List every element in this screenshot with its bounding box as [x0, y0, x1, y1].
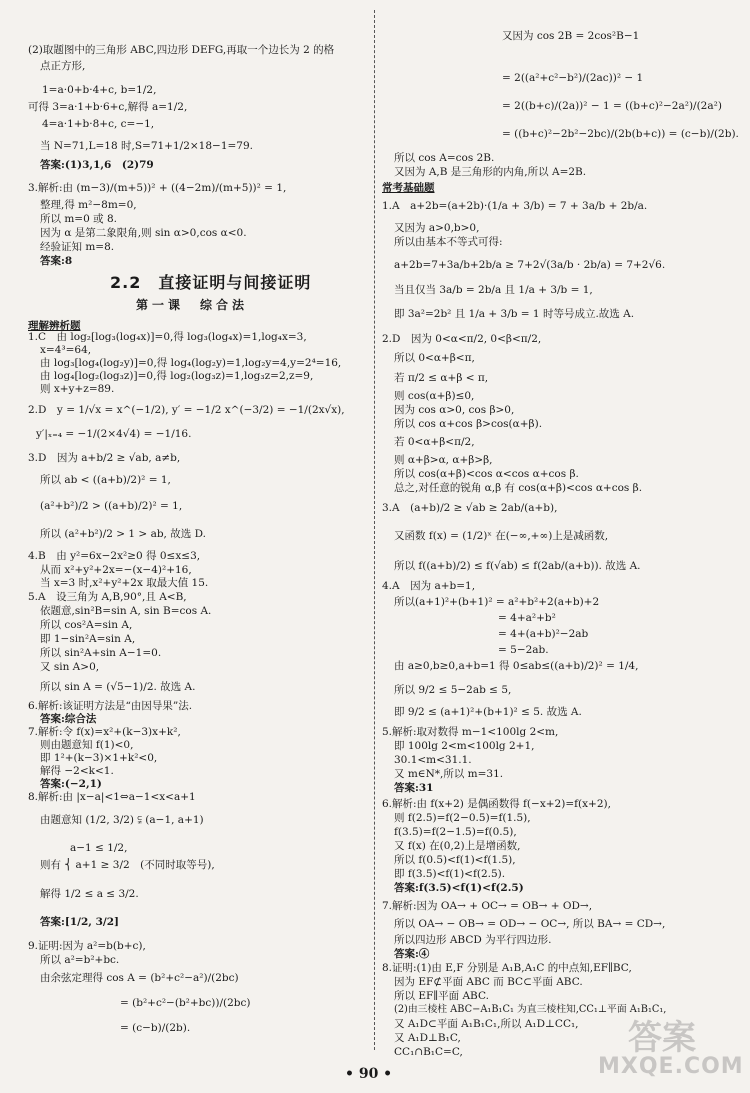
text-line: 4=a·1+b·8+c, c=−1,: [42, 118, 155, 130]
text-line: = (b²+c²−(b²+bc))/(2bc): [120, 997, 251, 1009]
text-line: (2)取题图中的三角形 ABC,四边形 DEFG,再取一个边长为 2 的格: [28, 44, 335, 56]
text-line: 则 x+y+z=89.: [40, 383, 115, 395]
answer-line: 答案:f(3.5)<f(1)<f(2.5): [394, 882, 524, 894]
text-line: 1.A a+2b=(a+2b)·(1/a + 3/b) = 7 + 3a/b + 2b/a.: [382, 200, 648, 212]
text-line: 所以四边形 ABCD 为平行四边形.: [394, 934, 552, 946]
text-line: 即 1−sin²A=sin A,: [40, 633, 136, 645]
watermark-url: MXQE.COM: [598, 1054, 744, 1079]
text-line: = 5−2ab.: [498, 644, 549, 656]
text-line: 则由题意知 f(1)<0,: [40, 739, 134, 751]
text-line: 所以 cos α+cos β>cos(α+β).: [394, 418, 543, 430]
text-line: 当 N=71,L=18 时,S=71+1/2×18−1=79.: [40, 140, 254, 152]
text-line: 当 x=3 时,x²+y²+2x 取最大值 15.: [40, 577, 209, 589]
text-line: 当且仅当 3a/b = 2b/a 且 1/a + 3/b = 1,: [394, 284, 593, 296]
text-line: 解得 −2<k<1.: [40, 765, 114, 777]
text-line: 则 cos(α+β)≤0,: [394, 390, 475, 402]
text-line: 所以(a+1)²+(b+1)² = a²+b²+2(a+b)+2: [394, 596, 600, 608]
answer-line: 答案:④: [394, 948, 430, 960]
text-line: = 2((b+c)/(2a))² − 1 = ((b+c)²−2a²)/(2a²): [502, 100, 722, 112]
text-line: 因为 EF⊄平面 ABC 而 BC⊂平面 ABC.: [394, 976, 583, 988]
section-subtitle: 第一课 综合法: [136, 298, 249, 312]
text-line: 所以 cos(α+β)<cos α<cos α+cos β.: [394, 468, 579, 480]
text-line: 4.B 由 y²=6x−2x²≥0 得 0≤x≤3,: [28, 550, 201, 562]
text-line: 4.A 因为 a+b=1,: [382, 580, 476, 592]
text-line: 6.解析:该证明方法是“由因导果”法.: [28, 700, 193, 712]
text-line: = 2((a²+c²−b²)/(2ac))² − 1: [502, 72, 644, 84]
answer-line: 答案:[1/2, 3/2]: [40, 916, 120, 928]
text-line: 30.1<m<31.1.: [394, 754, 472, 766]
text-line: CC₁∩B₁C=C,: [394, 1046, 463, 1058]
watermark-logo: [598, 1010, 748, 1090]
text-line: 若 π/2 ≤ α+β < π,: [394, 372, 489, 384]
text-line: 则 f(2.5)=f(2−0.5)=f(1.5),: [394, 812, 531, 824]
text-line: 即 1²+(k−3)×1+k²<0,: [40, 752, 158, 764]
text-line: a−1 ≤ 1/2,: [70, 842, 128, 854]
text-line: 所以 9/2 ≤ 5−2ab ≤ 5,: [394, 684, 512, 696]
text-line: 7.解析:因为 OA→ + OC→ = OB→ + OD→,: [382, 900, 593, 912]
text-line: 又 f(x) 在(0,2)上是增函数,: [394, 840, 521, 852]
text-line: 3.D 因为 a+b/2 ≥ √ab, a≠b,: [28, 452, 181, 464]
text-line: 2.D y = 1/√x = x^(−1/2), y′ = −1/2 x^(−3/2) = −1/(2x√x),: [28, 404, 345, 416]
text-line: = 4+(a+b)²−2ab: [498, 628, 589, 640]
text-line: 又因为 cos 2B = 2cos²B−1: [502, 30, 640, 42]
text-line: (2)由三棱柱 ABC−A₁B₁C₁ 为直三棱柱知,CC₁⊥平面 A₁B₁C₁,: [394, 1004, 667, 1015]
text-line: f(3.5)=f(2−1.5)=f(0.5),: [394, 826, 517, 838]
text-line: 点正方形,: [40, 60, 86, 72]
answer-line: 答案:(−2,1): [40, 778, 102, 790]
section-title: 2.2 直接证明与间接证明: [110, 273, 312, 292]
text-line: 所以 sin A = (√5−1)/2. 故选 A.: [40, 681, 196, 693]
text-line: a+2b=7+3a/b+2b/a ≥ 7+2√(3a/b · 2b/a) = 7+2√6.: [394, 259, 666, 271]
answer-line: 答案:31: [394, 782, 434, 794]
right-column: [382, 0, 739, 1093]
text-line: 9.证明:因为 a²=b(b+c),: [28, 940, 146, 952]
text-line: 因为 α 是第二象限角,则 sin α>0,cos α<0.: [40, 227, 247, 239]
text-line: 则有 ⎨ a+1 ≥ 3/2 (不同时取等号),: [40, 859, 215, 871]
text-line: 即 f(3.5)<f(1)<f(2.5).: [394, 868, 506, 880]
text-line: 经验证知 m=8.: [40, 241, 115, 253]
left-column: [28, 0, 368, 1093]
text-line: 所以 m=0 或 8.: [40, 213, 117, 225]
text-line: 即 100lg 2<m<100lg 2+1,: [394, 740, 535, 752]
text-line: 所以 cos A=cos 2B.: [394, 152, 495, 164]
text-line: 所以 cos²A=sin A,: [40, 619, 133, 631]
text-line: 又 sin A>0,: [40, 661, 100, 673]
text-line: 从而 x²+y²+2x=−(x−4)²+16,: [40, 564, 192, 576]
text-line: 5.解析:取对数得 m−1<100lg 2<m,: [382, 726, 559, 738]
text-line: 1.C 由 log₂[log₃(log₄x)]=0,得 log₃(log₄x)=1,log₄x=3,: [28, 331, 307, 343]
heading-common: 常考基础题: [382, 182, 435, 194]
text-line: 所以 ab < ((a+b)/2)² = 1,: [40, 474, 171, 486]
text-line: 所以 sin²A+sin A−1=0.: [40, 647, 162, 659]
text-line: = ((b+c)²−2b²−2bc)/(2b(b+c)) = (c−b)/(2b).: [502, 128, 739, 140]
text-line: 又 A₁D⊂平面 A₁B₁C₁,所以 A₁D⊥CC₁,: [394, 1018, 579, 1030]
column-divider: [374, 10, 375, 1050]
text-line: 由 log₄[log₂(log₃z)]=0,得 log₂(log₃z)=1,log₃z=2,z=9,: [40, 370, 314, 382]
text-line: 8.证明:(1)由 E,F 分别是 A₁B,A₁C 的中点知,EF∥BC,: [382, 962, 632, 974]
text-line: 8.解析:由 |x−a|<1⇔a−1<x<a+1: [28, 791, 196, 803]
text-line: 由余弦定理得 cos A = (b²+c²−a²)/(2bc): [40, 972, 239, 984]
text-line: 2.D 因为 0<α<π/2, 0<β<π/2,: [382, 333, 542, 345]
text-line: 所以 f(0.5)<f(1)<f(1.5),: [394, 854, 516, 866]
text-line: 可得 3=a·1+b·6+c,解得 a=1/2,: [28, 101, 188, 113]
text-line: 所以 f((a+b)/2) ≤ f(√ab) ≤ f(2ab/(a+b)). 故选 A.: [394, 560, 641, 572]
text-line: 3.A (a+b)/2 ≥ √ab ≥ 2ab/(a+b),: [382, 502, 558, 514]
text-line: 由题意知 (1/2, 3/2) ⫋ (a−1, a+1): [40, 814, 204, 826]
answer-line: 答案:8: [40, 255, 73, 267]
text-line: 所以 EF∥平面 ABC.: [394, 990, 489, 1002]
watermark-text: 答案: [628, 1018, 696, 1058]
text-line: 因为 cos α>0, cos β>0,: [394, 404, 515, 416]
text-line: 则 α+β>α, α+β>β,: [394, 454, 493, 466]
text-line: 又函数 f(x) = (1/2)ˣ 在(−∞,+∞)上是减函数,: [394, 530, 609, 542]
text-line: 即 3a²=2b² 且 1/a + 3/b = 1 时等号成立.故选 A.: [394, 308, 635, 320]
text-line: 整理,得 m²−8m=0,: [40, 199, 137, 211]
text-line: x=4³=64,: [40, 344, 92, 356]
text-line: = 4+a²+b²: [498, 612, 556, 624]
text-line: 由 a≥0,b≥0,a+b=1 得 0≤ab≤((a+b)/2)² = 1/4,: [394, 660, 639, 672]
text-line: 若 0<α+β<π/2,: [394, 436, 475, 448]
text-line: = (c−b)/(2b).: [120, 1022, 191, 1034]
text-line: 7.解析:令 f(x)=x²+(k−3)x+k²,: [28, 726, 181, 738]
text-line: 所以由基本不等式可得:: [394, 236, 503, 248]
text-line: y′|ₓ₌₄ = −1/(2×4√4) = −1/16.: [36, 428, 192, 440]
text-line: 解得 1/2 ≤ a ≤ 3/2.: [40, 888, 139, 900]
text-line: 又因为 A,B 是三角形的内角,所以 A=2B.: [394, 166, 587, 178]
text-line: 又因为 a>0,b>0,: [394, 222, 480, 234]
text-line: 又 m∈N*,所以 m=31.: [394, 768, 504, 780]
text-line: 所以 OA→ − OB→ = OD→ − OC→, 所以 BA→ = CD→,: [394, 918, 666, 930]
text-line: 3.解析:由 (m−3)/(m+5))² + ((4−2m)/(m+5))² = 1,: [28, 182, 287, 194]
text-line: 所以 0<α+β<π,: [394, 352, 475, 364]
answer-line: 答案:(1)3,1,6 (2)79: [40, 159, 154, 171]
text-line: 即 9/2 ≤ (a+1)²+(b+1)² ≤ 5. 故选 A.: [394, 706, 582, 718]
text-line: 6.解析:由 f(x+2) 是偶函数得 f(−x+2)=f(x+2),: [382, 798, 611, 810]
text-line: 又 A₁D⊥B₁C,: [394, 1032, 461, 1044]
text-line: 依题意,sin²B=sin A, sin B=cos A.: [40, 605, 212, 617]
text-line: (a²+b²)/2 > ((a+b)/2)² = 1,: [40, 500, 183, 512]
text-line: 所以 a²=b²+bc.: [40, 954, 120, 966]
text-line: 1=a·0+b·4+c, b=1/2,: [42, 84, 157, 96]
text-line: 由 log₃[log₄(log₂y)]=0,得 log₄(log₂y)=1,log₂y=4,y=2⁴=16,: [40, 357, 342, 369]
text-line: 5.A 设三角为 A,B,90°,且 A<B,: [28, 591, 187, 603]
answer-line: 答案:综合法: [40, 713, 97, 725]
heading-understand: 理解辨析题: [28, 320, 81, 332]
text-line: 所以 (a²+b²)/2 > 1 > ab, 故选 D.: [40, 528, 206, 540]
page-number: • 90 •: [345, 1066, 393, 1082]
text-line: 总之,对任意的锐角 α,β 有 cos(α+β)<cos α+cos β.: [394, 482, 643, 494]
